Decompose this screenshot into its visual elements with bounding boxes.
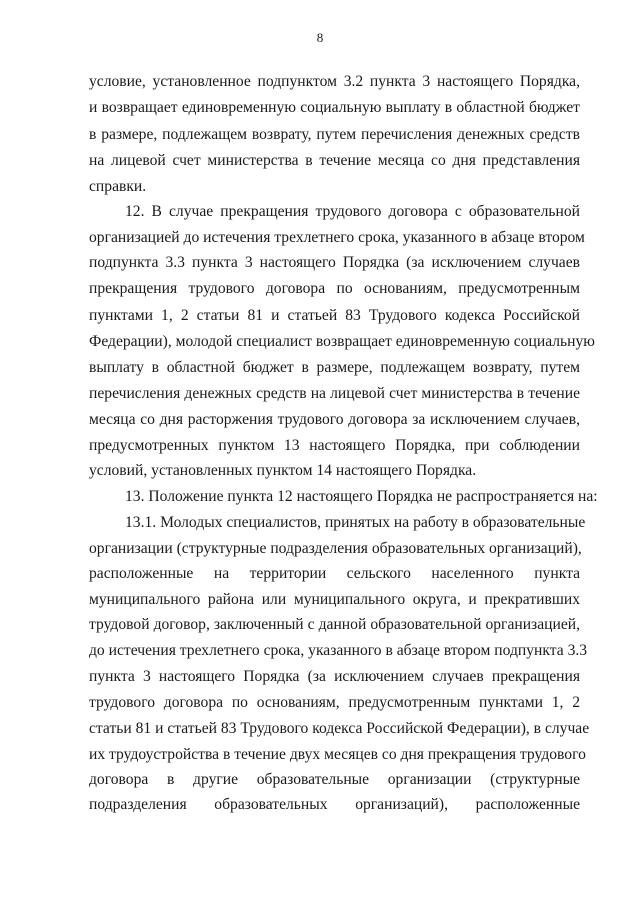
text-line: 12. В случае прекращения трудового договора с образовательной	[125, 203, 580, 220]
text-line: справки.	[89, 178, 147, 195]
text-line: подпункта 3.3 пункта 3 настоящего Порядка (за исключением случаев	[89, 254, 580, 271]
text-line: выплату в областной бюджет в размере, подлежащем возврату, путем	[89, 359, 580, 376]
text-line: 13.1. Молодых специалистов, принятых на работу в образовательные	[125, 514, 586, 531]
text-line: договора в другие образовательные организации (структурные	[89, 771, 580, 788]
text-line: Федерации), молодой специалист возвращает единовременную социальную	[89, 333, 595, 350]
text-line: подразделения образовательных организаций), расположенные	[89, 796, 580, 813]
text-line: перечисления денежных средств на лицевой счет министерства в течение	[89, 385, 580, 402]
text-line: организацией до истечения трехлетнего срока, указанного в абзаце втором	[89, 229, 585, 246]
text-line: пунктами 1, 2 статьи 81 и статьей 83 Трудового кодекса Российской	[89, 307, 580, 324]
text-line: на лицевой счет министерства в течение месяца со дня представления	[89, 152, 580, 169]
text-line: месяца со дня расторжения трудового договора за исключением случаев,	[89, 411, 580, 428]
text-line: 13. Положение пункта 12 настоящего Порядка не распространяется на:	[125, 488, 598, 505]
text-line: в размере, подлежащем возврату, путем перечисления денежных средств	[89, 126, 580, 143]
text-line: трудового договора по основаниям, предусмотренным пунктами 1, 2	[89, 694, 580, 711]
text-line: условие, установленное подпунктом 3.2 пункта 3 настоящего Порядка,	[89, 73, 580, 90]
page-number: 8	[316, 30, 324, 45]
text-line: расположенные на территории сельского населенного пункта	[89, 565, 580, 582]
text-line: до истечения трехлетнего срока, указанного в абзаце втором подпункта 3.3	[89, 642, 588, 659]
text-line: муниципального района или муниципального округа, и прекративших	[89, 591, 580, 608]
text-line: предусмотренных пунктом 13 настоящего Порядка, при соблюдении	[89, 437, 580, 454]
text-line: пункта 3 настоящего Порядка (за исключением случаев прекращения	[89, 668, 580, 685]
text-line: условий, установленных пунктом 14 настоящего Порядка.	[89, 462, 477, 479]
text-line: и возвращает единовременную социальную выплату в областной бюджет	[89, 99, 580, 116]
text-line: прекращения трудового договора по основаниям, предусмотренным	[89, 280, 580, 297]
text-line: их трудоустройства в течение двух месяцев со дня прекращения трудового	[89, 746, 586, 763]
text-line: организации (структурные подразделения образовательных организаций),	[89, 540, 582, 557]
text-line: трудовой договор, заключенный с данной образовательной организацией,	[89, 616, 580, 633]
text-line: статьи 81 и статьей 83 Трудового кодекса Российской Федерации), в случае	[89, 720, 590, 737]
